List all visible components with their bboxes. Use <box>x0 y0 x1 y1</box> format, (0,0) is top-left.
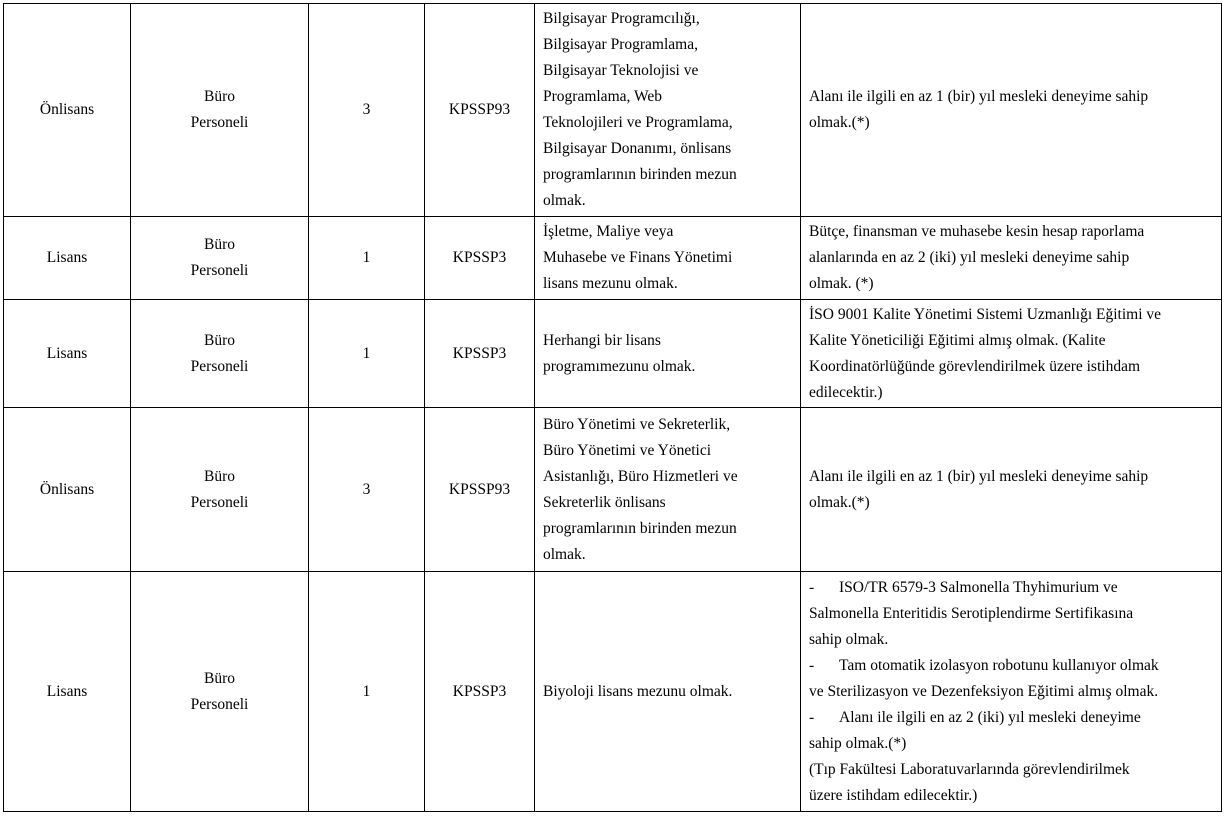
qualification-cell: Biyoloji lisans mezunu olmak. <box>535 572 801 812</box>
count-cell: 1 <box>309 300 425 408</box>
requirement-item: - Tam otomatik izolasyon robotunu kullanıyor olmak <box>809 653 1213 679</box>
qualification-cell: Büro Yönetimi ve Sekreterlik, Büro Yönetimi ve Yönetici Asistanlığı, Büro Hizmetleri ve Sekreterlik önlisans programlarının birinden mezun olmak. <box>535 408 801 572</box>
education-cell: Lisans <box>4 572 131 812</box>
table-row <box>4 217 1222 300</box>
table-row <box>4 300 1222 408</box>
kpss-cell: KPSSP93 <box>425 408 535 572</box>
requirement-item: - ISO/TR 6579-3 Salmonella Thyhimurium ve <box>809 575 1213 601</box>
qualification-cell: Bilgisayar Programcılığı, Bilgisayar Programlama, Bilgisayar Teknolojisi ve Programlama, Web Teknolojileri ve Programlama, Bilgisayar Donanımı, önlisans programlarının birinden mezun olmak. <box>535 4 801 217</box>
requirements-note: (Tıp Fakültesi Laboratuvarlarında görevlendirilmek <box>809 760 1130 778</box>
requirement-item: - Alanı ile ilgili en az 2 (iki) yıl mesleki deneyime <box>809 705 1213 731</box>
kpss-cell: KPSSP3 <box>425 300 535 408</box>
kpss-cell: KPSSP3 <box>425 572 535 812</box>
requirements-cell: - ISO/TR 6579-3 Salmonella Thyhimurium ve Salmonella Enteritidis Serotiplendirme Sertifikasına sahip olmak. - Tam otomatik izolasyon robotunu kullanıyor olmak ve Sterilizasyon ve Dezenfeksiyon Eğitimi almış olmak. - Alanı ile ilgili en az 2 (iki) yıl mesleki deneyime sahip olmak.(*) (Tıp Fakültesi Laboratuvarlarında görevlendirilmek üzere istihdam edilecektir.) <box>801 572 1222 812</box>
education-cell: Önlisans <box>4 408 131 572</box>
bullet-dash: - <box>809 656 815 674</box>
count-cell: 1 <box>309 217 425 300</box>
position-cell: Büro Personeli <box>131 572 309 812</box>
qualification-cell: İşletme, Maliye veya Muhasebe ve Finans Yönetimi lisans mezunu olmak. <box>535 217 801 300</box>
table-row <box>4 4 1222 217</box>
education-cell: Lisans <box>4 217 131 300</box>
table-row <box>4 572 1222 812</box>
education-cell: Önlisans <box>4 4 131 217</box>
position-cell: Büro Personeli <box>131 408 309 572</box>
requirements-cell: Bütçe, finansman ve muhasebe kesin hesap raporlama alanlarında en az 2 (iki) yıl mesleki deneyime sahip olmak. (*) <box>801 217 1222 300</box>
requirements-cell: Alanı ile ilgili en az 1 (bir) yıl mesleki deneyime sahip olmak.(*) <box>801 4 1222 217</box>
requirements-cell: Alanı ile ilgili en az 1 (bir) yıl mesleki deneyime sahip olmak.(*) <box>801 408 1222 572</box>
count-cell: 3 <box>309 408 425 572</box>
bullet-dash: - <box>809 578 815 596</box>
requirements-note: üzere istihdam edilecektir.) <box>809 786 978 804</box>
count-cell: 1 <box>309 572 425 812</box>
requirements-cell: İSO 9001 Kalite Yönetimi Sistemi Uzmanlığı Eğitimi ve Kalite Yöneticiliği Eğitimi almış olmak. (Kalite Koordinatörlüğünde görevlendirilmek üzere istihdam edilecektir.) <box>801 300 1222 408</box>
education-cell: Lisans <box>4 300 131 408</box>
bullet-dash: - <box>809 708 815 726</box>
position-cell: Büro Personeli <box>131 4 309 217</box>
position-cell: Büro Personeli <box>131 217 309 300</box>
position-cell: Büro Personeli <box>131 300 309 408</box>
qualification-cell: Herhangi bir lisans programımezunu olmak. <box>535 300 801 408</box>
kpss-cell: KPSSP3 <box>425 217 535 300</box>
positions-table <box>3 3 1222 812</box>
table-row <box>4 408 1222 572</box>
count-cell: 3 <box>309 4 425 217</box>
kpss-cell: KPSSP93 <box>425 4 535 217</box>
